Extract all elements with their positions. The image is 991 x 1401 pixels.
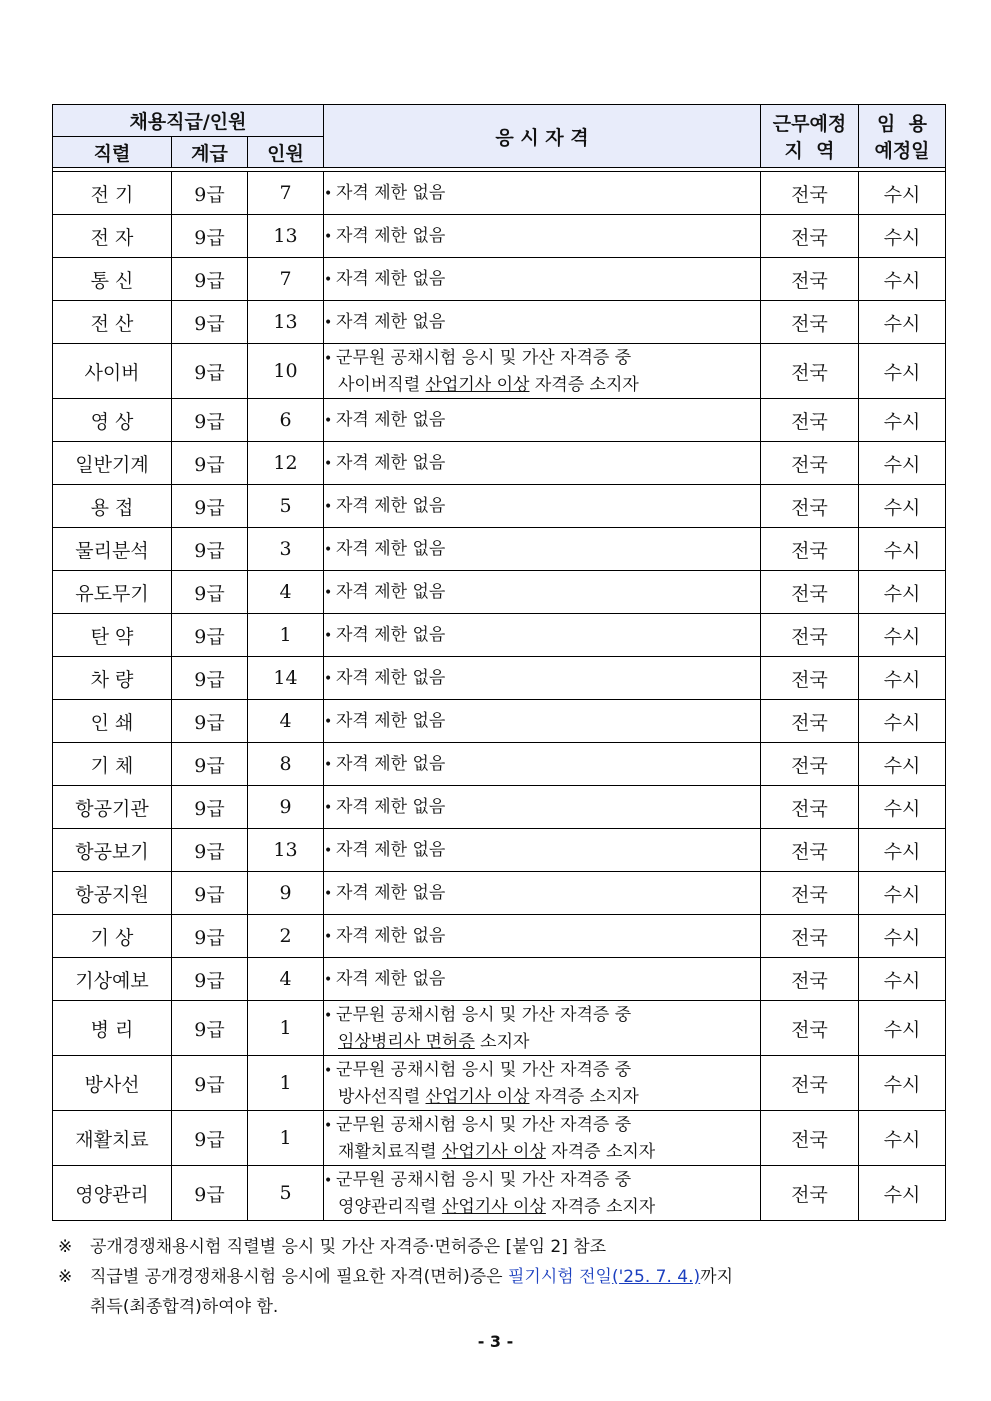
qualification-cell xyxy=(324,1111,761,1166)
job-cell: 기상예보 xyxy=(53,958,172,1001)
grade-cell: 9급 xyxy=(172,958,248,1001)
grade-cell: 9급 xyxy=(172,829,248,872)
qualification-line1: 자격 제한 없음 xyxy=(336,710,446,731)
grade-cell: 9급 xyxy=(172,301,248,344)
grade-cell: 9급 xyxy=(172,786,248,829)
grade-cell: 9급 xyxy=(172,172,248,215)
qualification-line2 xyxy=(324,372,760,398)
qualification-suffix: 자격증 소지자 xyxy=(545,1141,656,1162)
job-cell: 영양관리 xyxy=(53,1166,172,1221)
region-cell: 전국 xyxy=(761,528,859,571)
region-cell: 전국 xyxy=(761,1056,859,1111)
qualification-line2 xyxy=(324,1084,760,1110)
qualification-prefix: 사이버직렬 xyxy=(338,374,426,395)
note-mark: ※ xyxy=(58,1237,73,1257)
table-row xyxy=(53,399,946,442)
bullet-icon: • xyxy=(324,1117,333,1134)
qualification-cell xyxy=(324,700,761,743)
bullet-icon: • xyxy=(324,842,333,859)
date-cell: 수시 xyxy=(859,399,946,442)
job-cell: 영 상 xyxy=(53,399,172,442)
note-2-date: ('25. 7. 4.) xyxy=(611,1267,701,1287)
qualification-cell xyxy=(324,258,761,301)
header-grade: 계급 xyxy=(172,137,248,168)
qualification-line1: 자격 제한 없음 xyxy=(336,624,446,645)
grade-cell: 9급 xyxy=(172,1166,248,1221)
date-cell: 수시 xyxy=(859,258,946,301)
bullet-icon: • xyxy=(324,412,333,429)
header-qualification: 응 시 자 격 xyxy=(324,105,761,168)
table-row xyxy=(53,786,946,829)
count-cell: 1 xyxy=(248,614,324,657)
bullet-icon: • xyxy=(324,971,333,988)
bullet-icon: • xyxy=(324,627,333,644)
table-row xyxy=(53,442,946,485)
job-cell: 항공지원 xyxy=(53,872,172,915)
bullet-icon: • xyxy=(324,885,333,902)
date-cell: 수시 xyxy=(859,528,946,571)
table-row xyxy=(53,1166,946,1221)
qualification-cell xyxy=(324,442,761,485)
job-cell: 사이버 xyxy=(53,344,172,399)
count-cell: 13 xyxy=(248,215,324,258)
region-cell: 전국 xyxy=(761,614,859,657)
grade-cell: 9급 xyxy=(172,614,248,657)
grade-cell: 9급 xyxy=(172,442,248,485)
count-cell: 4 xyxy=(248,571,324,614)
date-cell: 수시 xyxy=(859,829,946,872)
region-cell: 전국 xyxy=(761,829,859,872)
region-cell: 전국 xyxy=(761,571,859,614)
table-row xyxy=(53,172,946,215)
header-date-line2: 예정일 xyxy=(874,140,930,162)
note-2-text: 직급별 공개경쟁채용시험 응시에 필요한 자격(면허)증은 xyxy=(90,1267,508,1287)
count-cell: 10 xyxy=(248,344,324,399)
qualification-cell xyxy=(324,743,761,786)
qualification-line2 xyxy=(324,1194,760,1220)
count-cell: 5 xyxy=(248,485,324,528)
bullet-icon: • xyxy=(324,455,333,472)
qualification-cell xyxy=(324,571,761,614)
region-cell: 전국 xyxy=(761,442,859,485)
qualification-line1: 자격 제한 없음 xyxy=(336,268,446,289)
qualification-cell xyxy=(324,786,761,829)
table-row xyxy=(53,743,946,786)
qualification-cell xyxy=(324,399,761,442)
job-cell: 기 상 xyxy=(53,915,172,958)
count-cell: 6 xyxy=(248,399,324,442)
date-cell: 수시 xyxy=(859,1001,946,1056)
qualification-line1: 자격 제한 없음 xyxy=(336,452,446,473)
bullet-icon: • xyxy=(324,541,333,558)
grade-cell: 9급 xyxy=(172,528,248,571)
count-cell: 2 xyxy=(248,915,324,958)
bullet-icon: • xyxy=(324,498,333,515)
date-cell: 수시 xyxy=(859,786,946,829)
region-cell: 전국 xyxy=(761,743,859,786)
qualification-cell xyxy=(324,614,761,657)
region-cell: 전국 xyxy=(761,1166,859,1221)
date-cell: 수시 xyxy=(859,1111,946,1166)
date-cell: 수시 xyxy=(859,700,946,743)
bullet-icon: • xyxy=(324,799,333,816)
bullet-icon: • xyxy=(324,1062,333,1079)
note-2 xyxy=(58,1262,938,1292)
count-cell: 1 xyxy=(248,1001,324,1056)
count-cell: 8 xyxy=(248,743,324,786)
bullet-icon: • xyxy=(324,185,333,202)
qualification-cell xyxy=(324,872,761,915)
bullet-icon: • xyxy=(324,314,333,331)
job-cell: 용 접 xyxy=(53,485,172,528)
qualification-line1: 자격 제한 없음 xyxy=(336,882,446,903)
qualification-cell xyxy=(324,915,761,958)
table-row xyxy=(53,829,946,872)
qualification-requirement: 산업기사 이상 xyxy=(441,1196,546,1217)
qualification-cell xyxy=(324,958,761,1001)
date-cell: 수시 xyxy=(859,614,946,657)
count-cell: 12 xyxy=(248,442,324,485)
date-cell: 수시 xyxy=(859,485,946,528)
bullet-icon: • xyxy=(324,1172,333,1189)
job-cell: 통 신 xyxy=(53,258,172,301)
qualification-suffix: 자격증 소지자 xyxy=(529,1086,639,1107)
bullet-icon: • xyxy=(324,271,333,288)
table-row xyxy=(53,1111,946,1166)
qualification-cell xyxy=(324,485,761,528)
region-cell: 전국 xyxy=(761,172,859,215)
qualification-line1: 자격 제한 없음 xyxy=(336,409,446,430)
count-cell: 4 xyxy=(248,958,324,1001)
count-cell: 14 xyxy=(248,657,324,700)
qualification-line1: 자격 제한 없음 xyxy=(336,581,446,602)
region-cell: 전국 xyxy=(761,258,859,301)
date-cell: 수시 xyxy=(859,743,946,786)
header-date xyxy=(859,105,946,168)
qualification-line1: 군무원 공채시험 응시 및 가산 자격증 중 xyxy=(336,1059,632,1080)
job-cell: 탄 약 xyxy=(53,614,172,657)
table-row xyxy=(53,344,946,399)
qualification-line1: 군무원 공채시험 응시 및 가산 자격증 중 xyxy=(336,347,632,368)
region-cell: 전국 xyxy=(761,485,859,528)
note-2-tail: 까지 xyxy=(700,1267,734,1287)
count-cell: 3 xyxy=(248,528,324,571)
note-1-text: 공개경쟁채용시험 직렬별 응시 및 가산 자격증·면허증은 [붙임 2] 참조 xyxy=(90,1237,607,1257)
table-body xyxy=(53,172,946,1221)
grade-cell: 9급 xyxy=(172,485,248,528)
region-cell: 전국 xyxy=(761,872,859,915)
header-job: 직렬 xyxy=(53,137,172,168)
job-cell: 물리분석 xyxy=(53,528,172,571)
qualification-line1: 자격 제한 없음 xyxy=(336,667,446,688)
table-row xyxy=(53,915,946,958)
qualification-cell xyxy=(324,172,761,215)
qualification-line1: 군무원 공채시험 응시 및 가산 자격증 중 xyxy=(336,1004,632,1025)
bullet-icon: • xyxy=(324,713,333,730)
date-cell: 수시 xyxy=(859,958,946,1001)
region-cell: 전국 xyxy=(761,301,859,344)
table-row xyxy=(53,258,946,301)
table-row xyxy=(53,528,946,571)
job-cell: 항공기관 xyxy=(53,786,172,829)
job-cell: 차 량 xyxy=(53,657,172,700)
bullet-icon: • xyxy=(324,228,333,245)
bullet-icon: • xyxy=(324,756,333,773)
qualification-prefix: 방사선직렬 xyxy=(338,1086,426,1107)
grade-cell: 9급 xyxy=(172,700,248,743)
grade-cell: 9급 xyxy=(172,872,248,915)
qualification-line2 xyxy=(324,1029,760,1055)
note-1 xyxy=(58,1232,938,1262)
date-cell: 수시 xyxy=(859,301,946,344)
job-cell: 인 쇄 xyxy=(53,700,172,743)
qualification-requirement: 산업기사 이상 xyxy=(441,1141,546,1162)
grade-cell: 9급 xyxy=(172,344,248,399)
grade-cell: 9급 xyxy=(172,399,248,442)
grade-cell: 9급 xyxy=(172,1001,248,1056)
qualification-line1: 자격 제한 없음 xyxy=(336,182,446,203)
job-cell: 유도무기 xyxy=(53,571,172,614)
header-region xyxy=(761,105,859,168)
grade-cell: 9급 xyxy=(172,1111,248,1166)
job-cell: 방사선 xyxy=(53,1056,172,1111)
table-row xyxy=(53,1001,946,1056)
job-cell: 병 리 xyxy=(53,1001,172,1056)
count-cell: 7 xyxy=(248,258,324,301)
job-cell: 기 체 xyxy=(53,743,172,786)
table-row xyxy=(53,872,946,915)
region-cell: 전국 xyxy=(761,344,859,399)
qualification-suffix: 소지자 xyxy=(474,1031,530,1052)
job-cell: 일반기계 xyxy=(53,442,172,485)
header-region-line2: 지 역 xyxy=(784,140,835,162)
region-cell: 전국 xyxy=(761,915,859,958)
bullet-icon: • xyxy=(324,670,333,687)
qualification-line2 xyxy=(324,1139,760,1165)
qualification-line1: 자격 제한 없음 xyxy=(336,753,446,774)
qualification-line1: 자격 제한 없음 xyxy=(336,796,446,817)
header-region-line1: 근무예정 xyxy=(772,113,847,135)
qualification-line1: 군무원 공채시험 응시 및 가산 자격증 중 xyxy=(336,1169,632,1190)
date-cell: 수시 xyxy=(859,915,946,958)
footnotes xyxy=(58,1232,938,1322)
qualification-cell xyxy=(324,301,761,344)
table-row xyxy=(53,700,946,743)
job-cell: 전 자 xyxy=(53,215,172,258)
table-row xyxy=(53,215,946,258)
region-cell: 전국 xyxy=(761,700,859,743)
qualification-cell xyxy=(324,1001,761,1056)
region-cell: 전국 xyxy=(761,1001,859,1056)
job-cell: 재활치료 xyxy=(53,1111,172,1166)
qualification-cell xyxy=(324,215,761,258)
qualification-requirement: 임상병리사 면허증 xyxy=(338,1031,475,1052)
bullet-icon: • xyxy=(324,584,333,601)
grade-cell: 9급 xyxy=(172,258,248,301)
note-mark: ※ xyxy=(58,1267,73,1287)
qualification-line1: 자격 제한 없음 xyxy=(336,968,446,989)
region-cell: 전국 xyxy=(761,399,859,442)
bullet-icon: • xyxy=(324,928,333,945)
qualification-suffix: 자격증 소지자 xyxy=(529,374,639,395)
region-cell: 전국 xyxy=(761,215,859,258)
bullet-icon: • xyxy=(324,1007,333,1024)
qualification-prefix: 재활치료직렬 xyxy=(338,1141,442,1162)
header-date-line1: 임 용 xyxy=(877,113,927,135)
region-cell: 전국 xyxy=(761,1111,859,1166)
qualification-suffix: 자격증 소지자 xyxy=(545,1196,656,1217)
grade-cell: 9급 xyxy=(172,743,248,786)
grade-cell: 9급 xyxy=(172,571,248,614)
count-cell: 13 xyxy=(248,301,324,344)
date-cell: 수시 xyxy=(859,1056,946,1111)
qualification-cell xyxy=(324,657,761,700)
grade-cell: 9급 xyxy=(172,1056,248,1111)
count-cell: 5 xyxy=(248,1166,324,1221)
note-2-highlight: 필기시험 전일 xyxy=(508,1267,612,1287)
table-row xyxy=(53,301,946,344)
count-cell: 7 xyxy=(248,172,324,215)
count-cell: 9 xyxy=(248,872,324,915)
qualification-line1: 자격 제한 없음 xyxy=(336,495,446,516)
note-2-continuation: 취득(최종합격)하여야 함. xyxy=(90,1297,279,1317)
date-cell: 수시 xyxy=(859,872,946,915)
job-cell: 전 산 xyxy=(53,301,172,344)
table-row xyxy=(53,485,946,528)
qualification-prefix: 영양관리직렬 xyxy=(338,1196,442,1217)
table-row xyxy=(53,614,946,657)
job-cell: 전 기 xyxy=(53,172,172,215)
qualification-requirement: 산업기사 이상 xyxy=(425,374,530,395)
count-cell: 13 xyxy=(248,829,324,872)
qualification-cell xyxy=(324,344,761,399)
table-row xyxy=(53,958,946,1001)
date-cell: 수시 xyxy=(859,442,946,485)
date-cell: 수시 xyxy=(859,1166,946,1221)
qualification-line1: 자격 제한 없음 xyxy=(336,311,446,332)
qualification-line1: 군무원 공채시험 응시 및 가산 자격증 중 xyxy=(336,1114,632,1135)
qualification-cell xyxy=(324,1056,761,1111)
table-row xyxy=(53,571,946,614)
recruitment-table xyxy=(52,104,946,1221)
count-cell: 1 xyxy=(248,1111,324,1166)
header-count: 인원 xyxy=(248,137,324,168)
date-cell: 수시 xyxy=(859,344,946,399)
date-cell: 수시 xyxy=(859,657,946,700)
qualification-cell xyxy=(324,1166,761,1221)
page-number: - 3 - xyxy=(477,1332,514,1351)
qualification-line1: 자격 제한 없음 xyxy=(336,839,446,860)
qualification-line1: 자격 제한 없음 xyxy=(336,925,446,946)
count-cell: 1 xyxy=(248,1056,324,1111)
grade-cell: 9급 xyxy=(172,915,248,958)
grade-cell: 9급 xyxy=(172,215,248,258)
grade-cell: 9급 xyxy=(172,657,248,700)
header-group: 채용직급/인원 xyxy=(53,105,324,137)
date-cell: 수시 xyxy=(859,172,946,215)
table-row xyxy=(53,657,946,700)
qualification-line1: 자격 제한 없음 xyxy=(336,538,446,559)
region-cell: 전국 xyxy=(761,958,859,1001)
job-cell: 항공보기 xyxy=(53,829,172,872)
date-cell: 수시 xyxy=(859,571,946,614)
date-cell: 수시 xyxy=(859,215,946,258)
count-cell: 9 xyxy=(248,786,324,829)
region-cell: 전국 xyxy=(761,786,859,829)
qualification-cell xyxy=(324,829,761,872)
count-cell: 4 xyxy=(248,700,324,743)
table-row xyxy=(53,1056,946,1111)
region-cell: 전국 xyxy=(761,657,859,700)
qualification-requirement: 산업기사 이상 xyxy=(425,1086,530,1107)
qualification-line1: 자격 제한 없음 xyxy=(336,225,446,246)
qualification-cell xyxy=(324,528,761,571)
bullet-icon: • xyxy=(324,350,333,367)
